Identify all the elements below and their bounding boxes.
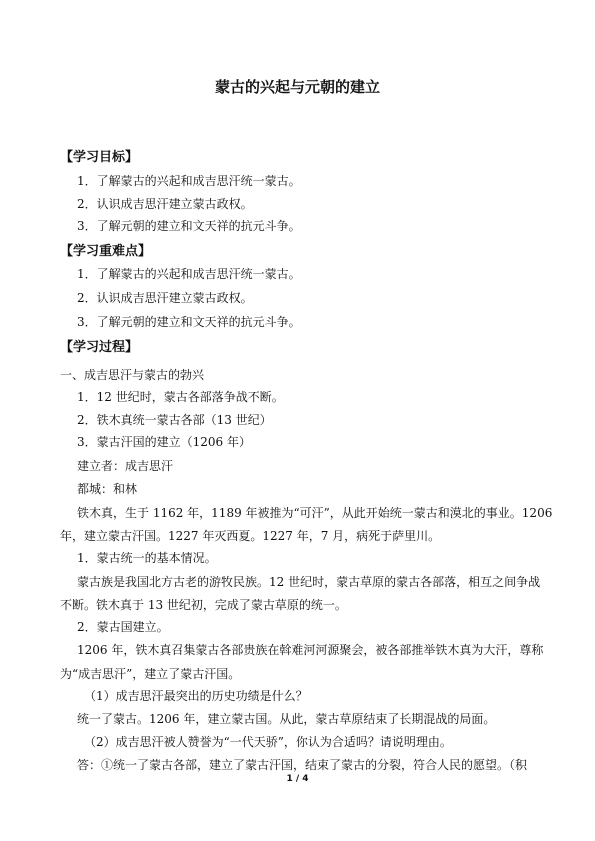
goal-item: 2．认识成吉思汗建立蒙古政权。: [77, 197, 253, 211]
process-line: 2．铁木真统一蒙古各部（13 世纪）: [77, 413, 272, 427]
key-item: 1．了解蒙古的兴起和成吉思汗统一蒙古。: [77, 267, 301, 281]
section-heading-goals: 【学习目标】: [60, 150, 139, 165]
key-item: 2．认识成吉思汗建立蒙古政权。: [77, 291, 253, 305]
goal-item: 3．了解元朝的建立和文天祥的抗元斗争。: [77, 219, 301, 233]
process-line: 2．蒙古国建立。: [77, 620, 169, 634]
key-item: 3．了解元朝的建立和文天祥的抗元斗争。: [77, 315, 301, 329]
process-line: 1．蒙古统一的基本情况。: [77, 551, 217, 565]
process-line: 为“成吉思汗”，建立了蒙古汗国。: [60, 667, 241, 681]
process-line: 1206 年，铁木真召集蒙古各部贵族在斡难河河源聚会，被各部推举铁木真为大汗，尊称: [77, 643, 544, 657]
process-line: 建立者：成吉思汗: [77, 459, 174, 473]
answer-line: 统一了蒙古。1206 年，建立蒙古国。从此，蒙古草原结束了长期混战的局面。: [77, 712, 496, 726]
process-line: 蒙古族是我国北方古老的游牧民族。12 世纪时，蒙古草原的蒙古各部落，相互之间争战: [77, 575, 541, 589]
question-line: （1）成吉思汗最突出的历史功绩是什么？: [84, 689, 308, 703]
page-number: 1 / 4: [286, 774, 309, 784]
process-line: 都城：和林: [77, 482, 138, 496]
section-heading-process: 【学习过程】: [60, 340, 139, 355]
section-heading-key: 【学习重难点】: [60, 244, 152, 259]
process-line: 年，建立蒙古汗国。1227 年灭西夏。1227 年，7 月，病死于萨里川。: [60, 529, 441, 543]
document-title: 蒙古的兴起与元朝的建立: [214, 78, 380, 96]
question-line: （2）成吉思汗被人赞誉为“一代天骄”，你认为合适吗？请说明理由。: [84, 735, 452, 749]
process-line: 一、成吉思汗与蒙古的勃兴: [60, 368, 205, 382]
process-line: 1．12 世纪时，蒙古各部落争战不断。: [77, 390, 284, 404]
process-line: 3．蒙古汗国的建立（1206 年）: [77, 435, 251, 449]
process-line: 不断。铁木真于 13 世纪初，完成了蒙古草原的统一。: [60, 598, 347, 612]
process-line: 铁木真，生于 1162 年，1189 年被推为“可汗”，从此开始统一蒙古和漠北的事业。1206: [77, 506, 553, 520]
goal-item: 1．了解蒙古的兴起和成吉思汗统一蒙古。: [77, 174, 301, 188]
answer-line: 答：①统一了蒙古各部，建立了蒙古汗国，结束了蒙古的分裂，符合人民的愿望。（积: [77, 758, 528, 772]
